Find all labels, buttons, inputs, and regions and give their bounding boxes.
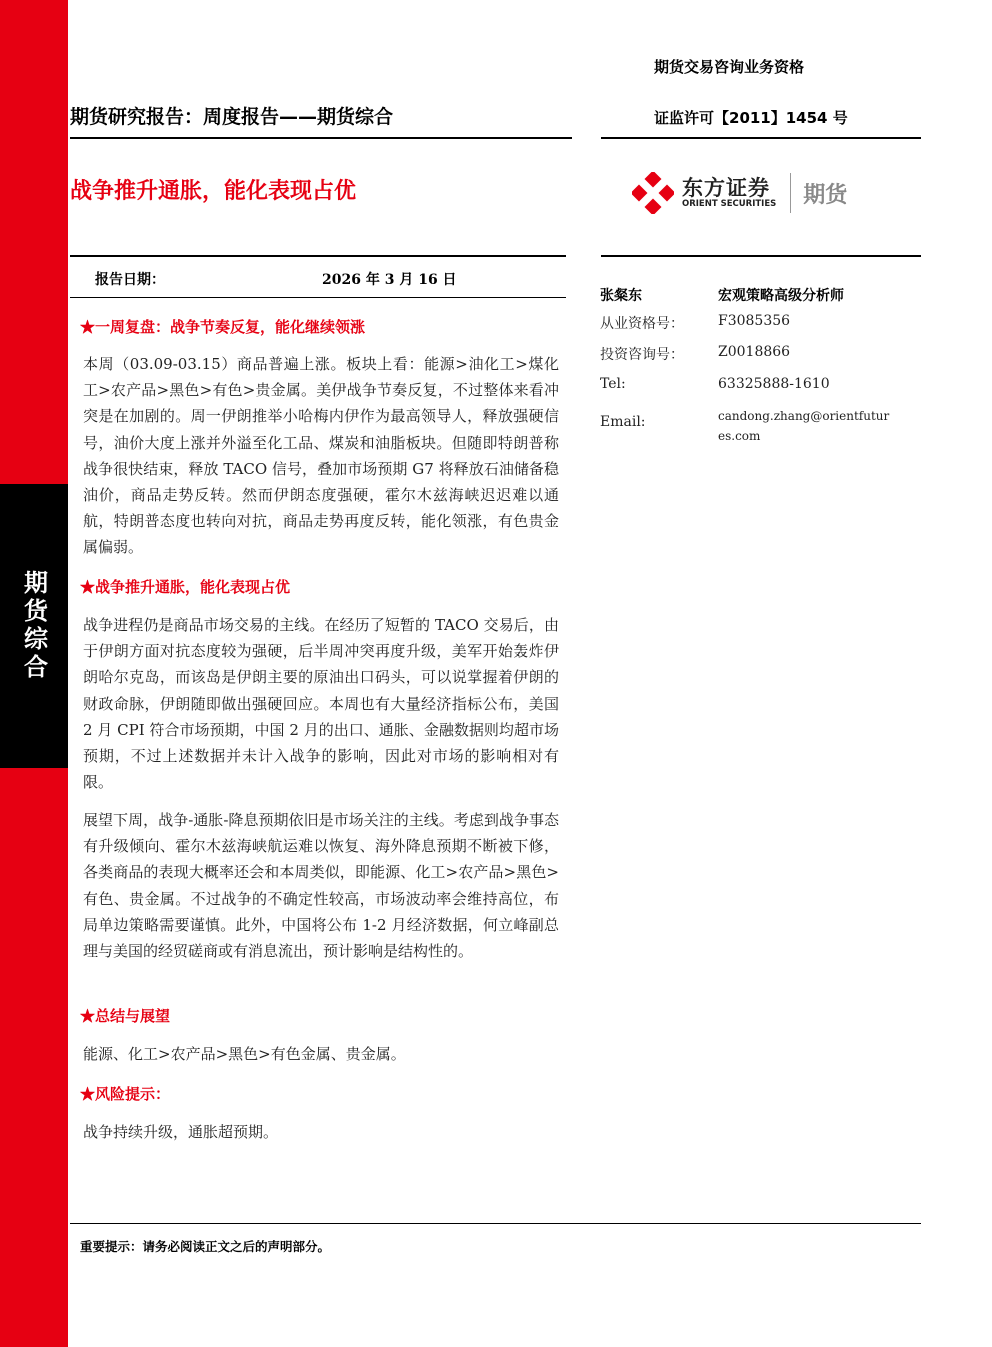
logo-name-cn: 东方证券 [682,176,770,200]
paragraph-summary: 能源、化工>农产品>黑色>有色金属、贵金属。 [83,1045,406,1063]
license-text: 证监许可【2011】1454 号 [654,109,848,127]
tel-label: Tel: [600,376,626,392]
email-value: candong.zhang@orientfutures.com [718,409,890,443]
tel-value: 63325888-1610 [718,376,830,392]
section-heading-weekly-review: ★一周复盘：战争节奏反复，能化继续领涨 [80,318,366,336]
section-heading-war-inflation: ★战争推升通胀，能化表现占优 [80,578,291,596]
paragraph-outlook: 展望下周，战争-通胀-降息预期依旧是市场关注的主线。考虑到战争事态有升级倾向、霍尔木兹海峡航运难以恢复、海外降息预期不断被下修，各类商品的表现大概率还会和本周类似，即能源、化工>农产品>黑色>有色、贵金属。不过战争的不确定性较高，市场波动率会维持高位，布局单边策略需要谨慎。此外，中国将公布 1-2 月经济数据，何立峰副总理与美国的经贸磋商或有消息流出，预计影响是结构性的。 [83,811,559,961]
report-date-label: 报告日期： [95,272,165,288]
page-title: 战争推升通胀，能化表现占优 [70,179,357,204]
section-heading-summary: ★总结与展望 [80,1007,171,1025]
consulting-value: Z0018866 [718,344,791,360]
header-rule-left [70,137,572,139]
sidebar-category-label: 期货综合 [19,570,48,682]
paragraph-weekly-review: 本周（03.09-03.15）商品普遍上涨。板块上看：能源>油化工>煤化工>农产品>黑色>有色>贵金属。美伊战争节奏反复，不过整体来看冲突是在加剧的。周一伊朗推举小哈梅内伊作为最高领导人，释放强硬信号，油价大度上涨并外溢至化工品、煤炭和油脂板块。但随即特朗普称战争很快结束，释放 TACO 信号，叠加市场预期 G7 将释放石油储备稳油价，商品走势反转。然而伊朗态度强硬，霍尔木兹海峡迟迟难以通航，特朗普态度也转向对抗，商品走势再度反转，能化领涨，有色贵金属偏弱。 [83,355,559,557]
report-type-heading: 期货研究报告：周度报告——期货综合 [70,106,394,128]
email-label: Email: [600,414,646,430]
analyst-title: 宏观策略高级分析师 [718,288,844,304]
footer-rule [70,1223,921,1224]
header-rule-right [601,137,921,139]
qualification-label: 从业资格号： [600,316,684,332]
logo-separator [790,173,791,213]
footer-important-note: 重要提示：请务必阅读正文之后的声明部分。 [80,1239,331,1254]
qualification-text: 期货交易咨询业务资格 [654,58,805,76]
paragraph-war-progress: 战争进程仍是商品市场交易的主线。在经历了短暂的 TACO 交易后，由于伊朗方面对抗态度较为强硬，后半周冲突再度升级，美军开始轰炸伊朗哈尔克岛，而该岛是伊朗主要的原油出口码头，可以说掌握着伊朗的财政命脉，伊朗随即做出强硬回应。本周也有大量经济指标公布，美国 2 月 CPI 符合市场预期，中国 2 月的出口、通胀、金融数据则均超市场预期，不过上述数据并未计入战争的影响，因此对市场的影响相对有限。 [83,616,559,792]
date-rule-top [70,255,566,257]
analyst-name: 张粲东 [600,288,642,304]
consulting-label: 投资咨询号： [600,347,684,363]
qualification-value: F3085356 [718,313,791,329]
logo-name-en: ORIENT SECURITIES [682,199,777,209]
sidebar-category-tab [0,484,68,768]
paragraph-risk: 战争持续升级，通胀超预期。 [83,1123,279,1141]
report-date-value: 2026 年 3 月 16 日 [322,272,457,288]
analyst-rule-top [601,255,921,257]
company-logo [632,170,882,216]
date-rule-bottom [70,297,566,298]
section-heading-risk: ★风险提示： [80,1085,171,1103]
logo-division: 期货 [803,182,848,208]
orient-logo-icon [632,172,674,214]
